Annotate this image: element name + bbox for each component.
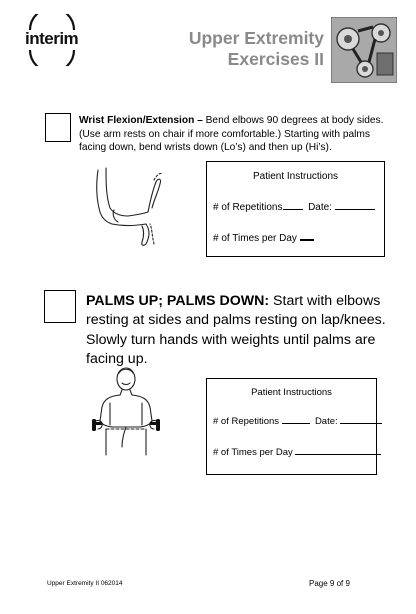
instructions-title: Patient Instructions bbox=[252, 171, 339, 182]
instructions-box-2 bbox=[206, 378, 377, 475]
footer-page-number: Page 9 of 9 bbox=[309, 579, 350, 588]
footer-document-id: Upper Extremity II 062014 bbox=[47, 580, 123, 587]
date-label: Date: bbox=[314, 416, 338, 427]
repetitions-label: # of Repetitions bbox=[213, 416, 280, 427]
exercise2-checkbox[interactable] bbox=[44, 290, 76, 323]
repetitions-row bbox=[213, 416, 382, 427]
exercise2-description bbox=[86, 292, 404, 370]
page-title bbox=[189, 28, 324, 70]
instructions-box-1 bbox=[206, 161, 385, 257]
wrist-flexion-illustration bbox=[92, 164, 172, 248]
page-title-line2: Exercises II bbox=[227, 49, 324, 69]
repetitions-field[interactable] bbox=[283, 208, 303, 210]
interim-logo bbox=[22, 14, 82, 66]
exercise2-body: Start with elbows resting at sides and palms resting on lap/knees. Slowly turn hands with weights until palms are facing up. bbox=[86, 293, 386, 368]
date-label: Date: bbox=[308, 202, 332, 213]
exercise1-description bbox=[79, 114, 397, 155]
repetitions-field[interactable] bbox=[282, 422, 310, 424]
logo-wordmark: interim bbox=[25, 29, 79, 48]
exercise1-title: Wrist Flexion/Extension – bbox=[79, 115, 203, 126]
times-per-day-field[interactable] bbox=[300, 238, 314, 241]
times-per-day-label: # of Times per Day bbox=[213, 447, 293, 458]
exercise2-title: PALMS UP; PALMS DOWN: bbox=[86, 293, 270, 309]
pulley-graphic-icon bbox=[331, 17, 397, 83]
date-field[interactable] bbox=[335, 208, 375, 210]
palms-up-illustration bbox=[86, 365, 166, 457]
instructions-title: Patient Instructions bbox=[251, 387, 332, 398]
exercise1-checkbox[interactable] bbox=[45, 113, 71, 142]
times-per-day-row bbox=[213, 233, 314, 244]
exercise1-body: Bend elbows 90 degrees at body sides. (Use arm rests on chair if more comfortable.) Starting with palms facing down, bend wrists down (Lo’s) and then up (Hi’s). bbox=[79, 115, 384, 154]
times-per-day-field[interactable] bbox=[295, 453, 381, 455]
repetitions-label: # of Repetitions bbox=[213, 202, 283, 213]
page-title-line1: Upper Extremity bbox=[188, 28, 324, 48]
times-per-day-label: # of Times per Day bbox=[213, 233, 297, 244]
date-field[interactable] bbox=[340, 422, 382, 424]
repetitions-row bbox=[213, 202, 375, 213]
times-per-day-row bbox=[213, 447, 381, 458]
